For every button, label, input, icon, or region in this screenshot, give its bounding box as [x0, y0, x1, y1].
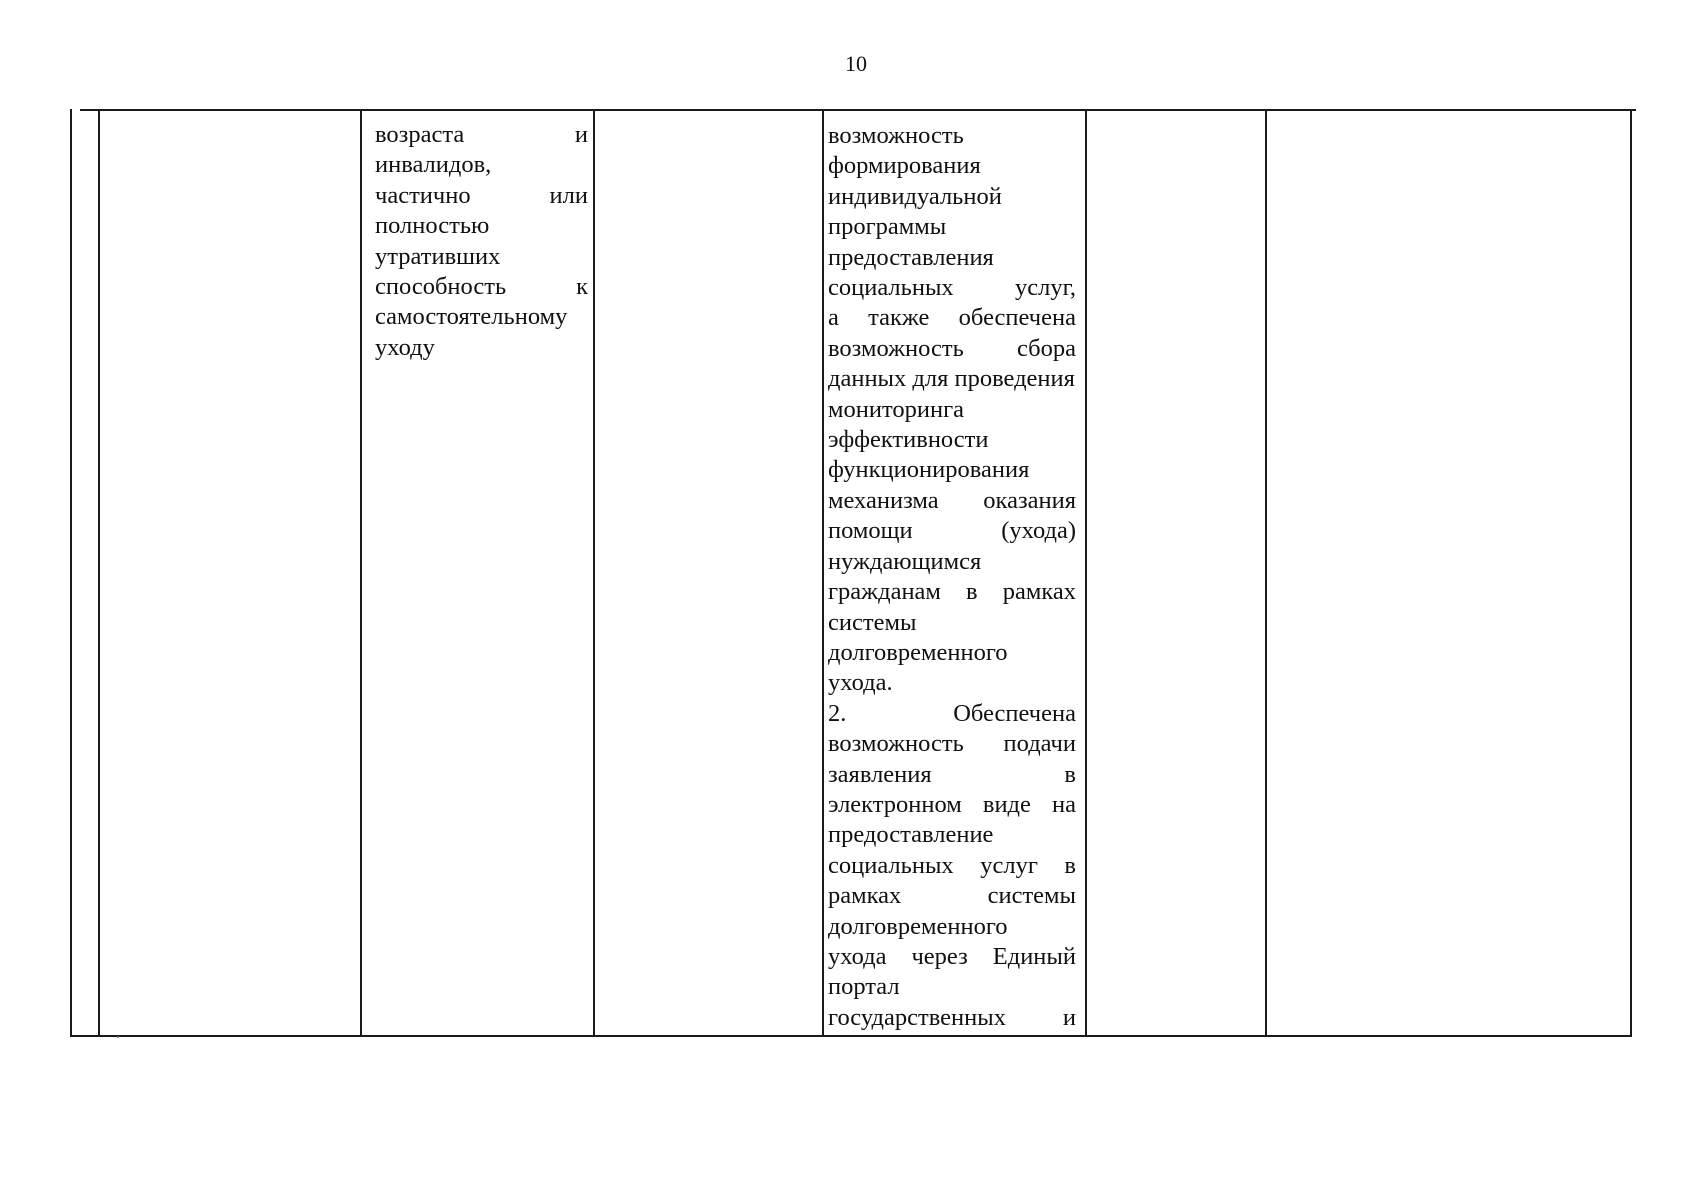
text-line: [375, 242, 588, 272]
text-line: [828, 425, 1076, 455]
word: электронном: [828, 790, 962, 818]
text-line: [828, 547, 1076, 577]
table-divider-4: [822, 110, 824, 1037]
word: полностью: [375, 212, 490, 240]
word: к: [576, 273, 588, 301]
word: социальных: [828, 851, 954, 879]
word: также: [868, 304, 930, 332]
text-line: [375, 211, 588, 241]
word: в: [1064, 851, 1076, 879]
word: долговременного: [828, 912, 1008, 940]
word: возможность: [828, 730, 964, 758]
text-line: [828, 516, 1076, 546]
word: эффективности: [828, 426, 989, 454]
word: помощи: [828, 517, 913, 545]
table-divider-2: [360, 110, 362, 1037]
cell-column-2: [375, 120, 588, 363]
word: сбора: [1016, 334, 1076, 362]
text-line: [375, 181, 588, 211]
text-line: [828, 486, 1076, 516]
table-divider-1: [98, 109, 100, 1037]
word: и: [574, 121, 588, 148]
word: мониторинга: [828, 395, 965, 423]
word: государственных: [828, 1003, 1006, 1031]
word: оказания: [983, 486, 1076, 514]
word: 2.: [828, 699, 847, 727]
word: рамках: [1002, 578, 1076, 606]
word: системы: [987, 882, 1076, 910]
text-line: [828, 760, 1076, 790]
word: программы: [828, 213, 947, 241]
table-border-bottom: [70, 1035, 1630, 1037]
text-line: [828, 395, 1076, 425]
text-line: [828, 881, 1076, 911]
text-line: [828, 790, 1076, 820]
word: ухода.: [828, 669, 893, 697]
cell-column-4: [828, 121, 1076, 1033]
text-line: [375, 333, 588, 363]
word: гражданам: [828, 578, 941, 606]
word: услуг: [980, 851, 1038, 879]
word: Обеспечена: [953, 699, 1076, 727]
text-line: [828, 364, 1076, 394]
word: портал: [828, 973, 900, 1001]
word: через: [911, 942, 968, 970]
word: системы: [828, 608, 917, 636]
word: индивидуальной: [828, 182, 1002, 210]
text-line: [828, 942, 1076, 972]
word: ухода: [828, 942, 887, 970]
word: возможность: [828, 122, 964, 149]
word: виде: [982, 790, 1031, 818]
word: данных для проведения: [828, 365, 1075, 393]
text-line: [828, 455, 1076, 485]
word: возраста: [375, 121, 465, 148]
text-line: [828, 820, 1076, 850]
text-line: [828, 912, 1076, 942]
text-line: [828, 577, 1076, 607]
word: рамках: [828, 882, 902, 910]
text-line: [375, 302, 588, 332]
text-line: [828, 1003, 1076, 1033]
text-line: [828, 273, 1076, 303]
page-number: 10: [845, 51, 867, 76]
word: и: [1062, 1003, 1076, 1031]
word: или: [549, 181, 588, 209]
table-divider-6: [1265, 110, 1267, 1037]
table-divider-3: [593, 110, 595, 1037]
scan-speck: [117, 1036, 119, 1038]
word: заявления: [828, 760, 932, 788]
text-line: [828, 851, 1076, 881]
word: услуг,: [1014, 274, 1076, 302]
word: Единый: [992, 942, 1076, 970]
word: возможность: [828, 334, 964, 362]
word: предоставление: [828, 821, 994, 849]
text-line: [828, 638, 1076, 668]
table-divider-5: [1085, 110, 1087, 1037]
word: функционирования: [828, 456, 1030, 484]
table-border-right: [1630, 110, 1632, 1037]
text-line: [828, 608, 1076, 638]
word: способность: [375, 273, 507, 301]
text-line: [375, 120, 588, 150]
text-line: [828, 972, 1076, 1002]
text-line: [828, 699, 1076, 729]
word: в: [1064, 760, 1076, 788]
word: самостоятельному: [375, 303, 568, 331]
text-line: [375, 150, 588, 180]
text-line: [828, 182, 1076, 212]
text-line: [828, 303, 1076, 333]
word: уходу: [375, 333, 435, 361]
word: утративших: [375, 242, 501, 270]
word: (ухода): [1001, 517, 1076, 545]
word: социальных: [828, 274, 954, 302]
text-line: [828, 151, 1076, 181]
word: механизма: [828, 486, 939, 514]
text-line: [828, 668, 1076, 698]
word: в: [966, 578, 978, 606]
text-line: [828, 729, 1076, 759]
word: нуждающимся: [828, 547, 982, 575]
text-line: [828, 334, 1076, 364]
text-line: [828, 243, 1076, 273]
word: формирования: [828, 152, 981, 180]
word: подачи: [1003, 730, 1076, 758]
word: а: [828, 304, 839, 332]
text-line: [828, 121, 1076, 151]
word: на: [1052, 790, 1076, 818]
word: обеспечена: [958, 304, 1076, 332]
word: долговременного: [828, 638, 1008, 666]
word: предоставления: [828, 243, 994, 271]
text-line: [828, 212, 1076, 242]
text-line: [375, 272, 588, 302]
table-border-top: [80, 109, 1636, 111]
word: частично: [375, 181, 471, 209]
table-border-left: [70, 109, 72, 1037]
word: инвалидов,: [375, 151, 492, 179]
